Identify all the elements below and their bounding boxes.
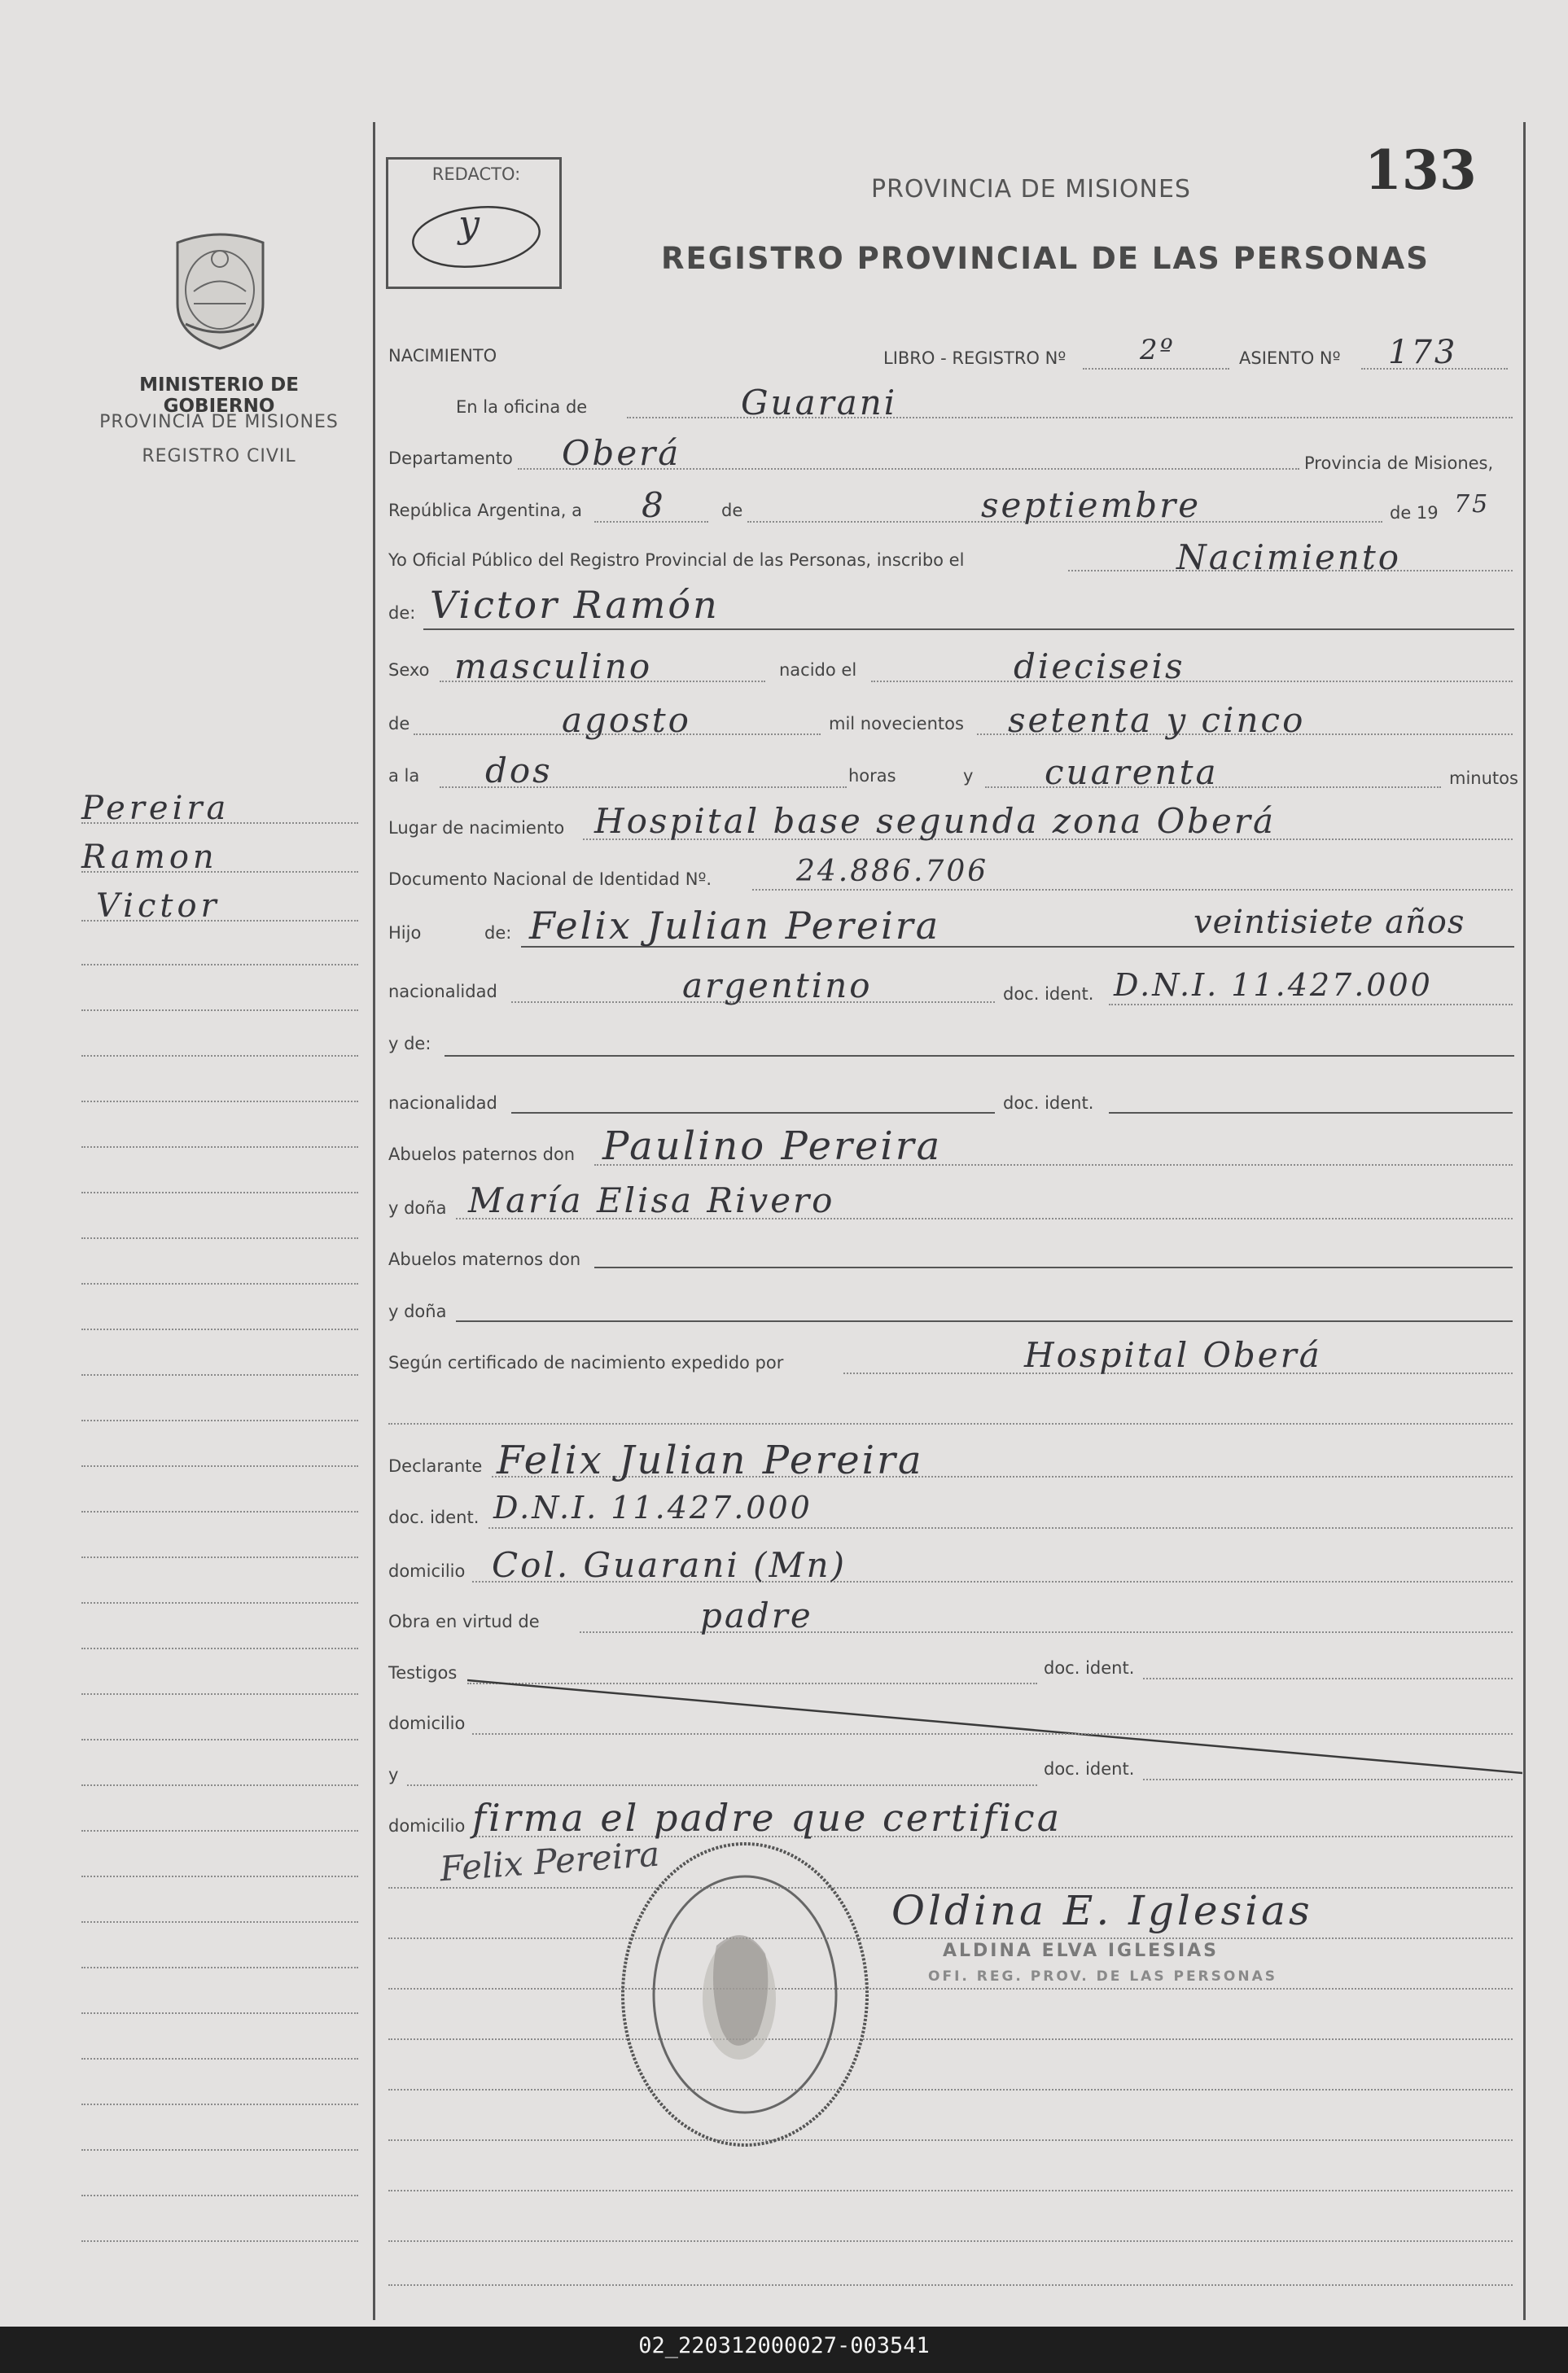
oficial-label: Yo Oficial Público del Registro Provincial de las Personas, inscribo el	[388, 550, 965, 570]
official-name-stamp: ALDINA ELVA IGLESIAS	[943, 1941, 1220, 1961]
ydona-label: y doña	[388, 1198, 447, 1218]
registry-title: REGISTRO PROVINCIAL DE LAS PERSONAS	[661, 241, 1430, 276]
republica-label: República Argentina, a	[388, 501, 582, 520]
de3-label: de	[388, 714, 410, 733]
oficina-label: En la oficina de	[456, 397, 588, 417]
nacionalidad2-label: nacionalidad	[388, 1093, 497, 1113]
year-value: 75	[1454, 490, 1491, 519]
domicilio-label: domicilio	[388, 1561, 466, 1581]
libro-value: 2º	[1140, 334, 1176, 366]
redacto-value: y	[458, 202, 482, 246]
official-seal-stamp	[611, 1832, 879, 2157]
month-value: septiembre	[981, 485, 1202, 525]
margin-name-1: Ramon	[81, 838, 218, 876]
certificado-label: Según certificado de nacimiento expedido por	[388, 1353, 784, 1373]
domicilio3-label: domicilio	[388, 1816, 466, 1836]
father-nacionalidad: argentino	[682, 965, 873, 1005]
redacto-box	[386, 157, 562, 289]
nacido-label: nacido el	[779, 660, 857, 680]
father-doc: D.N.I. 11.427.000	[1114, 967, 1433, 1003]
docident3-label: doc. ident.	[388, 1508, 480, 1527]
act-type-label: NACIMIENTO	[388, 346, 497, 366]
de2-label: de:	[388, 603, 416, 623]
ministry-title: MINISTERIO DE GOBIERNO	[139, 374, 299, 417]
abuela-pat-value: María Elisa Rivero	[468, 1180, 835, 1220]
ydona2-label: y doña	[388, 1302, 447, 1321]
yde-label: y de:	[388, 1034, 431, 1053]
departamento-value: Oberá	[562, 433, 681, 473]
abuelos-mat-label: Abuelos maternos don	[388, 1250, 581, 1269]
docident2-label: doc. ident.	[1003, 1093, 1094, 1113]
nacido-month: agosto	[562, 700, 691, 740]
margin-name-2: Victor	[96, 887, 221, 925]
domicilio2-label: domicilio	[388, 1714, 466, 1733]
asiento-value: 173	[1388, 334, 1458, 371]
margin-surname: Pereira	[81, 790, 230, 827]
father-value: Felix Julian Pereira	[529, 904, 941, 948]
cancel-line	[467, 1674, 1522, 1780]
dni-label: Documento Nacional de Identidad Nº.	[388, 869, 712, 889]
ministry-province: PROVINCIA DE MISIONES	[99, 412, 339, 432]
ministry-registry: REGISTRO CIVIL	[142, 446, 296, 466]
father-signature: Felix Pereira	[438, 1833, 661, 1889]
docident5-label: doc. ident.	[1044, 1759, 1135, 1779]
abuelo-pat-value: Paulino Pereira	[602, 1123, 943, 1169]
firma-note: firma el padre que certifica	[472, 1796, 1062, 1840]
nacionalidad-label: nacionalidad	[388, 982, 497, 1001]
minutes-value: cuarenta	[1045, 752, 1219, 792]
form-frame	[373, 122, 1526, 2320]
provincial-crest-icon	[161, 226, 279, 352]
subject-name: Victor Ramón	[430, 583, 720, 627]
testigos-label: Testigos	[388, 1663, 458, 1683]
lugar-value: Hospital base segunda zona Oberá	[594, 801, 1276, 841]
minutos-label: minutos	[1449, 768, 1518, 788]
declarante-doc: D.N.I. 11.427.000	[493, 1490, 812, 1526]
province-title: PROVINCIA DE MISIONES	[871, 175, 1191, 204]
domicilio-value: Col. Guarani (Mn)	[492, 1545, 847, 1585]
ala-label: a la	[388, 766, 420, 786]
hijo-label: Hijo	[388, 923, 422, 943]
docident4-label: doc. ident.	[1044, 1658, 1135, 1678]
hour-value: dos	[485, 751, 553, 790]
y2-label: y	[388, 1765, 399, 1784]
page-number: 133	[1364, 138, 1477, 202]
de4-label: de:	[484, 923, 512, 943]
declarante-label: Declarante	[388, 1456, 483, 1476]
father-age: veintisiete años	[1194, 904, 1465, 941]
dni-value: 24.886.706	[796, 855, 989, 888]
de-label: de	[721, 501, 743, 520]
declarante-value: Felix Julian Pereira	[497, 1438, 924, 1483]
certificado-value: Hospital Oberá	[1024, 1335, 1322, 1375]
day-value: 8	[642, 485, 666, 525]
obra-value: padre	[700, 1596, 813, 1635]
libro-label: LIBRO - REGISTRO Nº	[883, 348, 1067, 368]
sexo-value: masculino	[454, 646, 653, 686]
document-id: 02_220312000027-003541	[638, 2333, 930, 2358]
oficina-value: Guarani	[741, 383, 898, 422]
docident-label: doc. ident.	[1003, 984, 1094, 1004]
sexo-label: Sexo	[388, 660, 430, 680]
hora-label: horas	[848, 766, 896, 786]
nacido-value: dieciseis	[1014, 646, 1185, 686]
y-label: y	[963, 766, 974, 786]
departamento-label: Departamento	[388, 449, 513, 468]
nacido-year: setenta y cinco	[1008, 700, 1306, 740]
official-title-stamp: OFI. REG. PROV. DE LAS PERSONAS	[928, 1968, 1277, 1985]
lugar-label: Lugar de nacimiento	[388, 818, 565, 838]
obra-label: Obra en virtud de	[388, 1612, 540, 1631]
year-label: de 19	[1390, 503, 1439, 523]
asiento-label: ASIENTO Nº	[1239, 348, 1341, 368]
official-signature: Oldina E. Iglesias	[891, 1887, 1313, 1934]
milnov-label: mil novecientos	[829, 714, 964, 733]
oficial-value: Nacimiento	[1176, 537, 1402, 577]
provincia-label: Provincia de Misiones,	[1304, 453, 1494, 473]
abuelos-pat-label: Abuelos paternos don	[388, 1145, 576, 1164]
redacto-label: REDACTO:	[431, 164, 521, 184]
